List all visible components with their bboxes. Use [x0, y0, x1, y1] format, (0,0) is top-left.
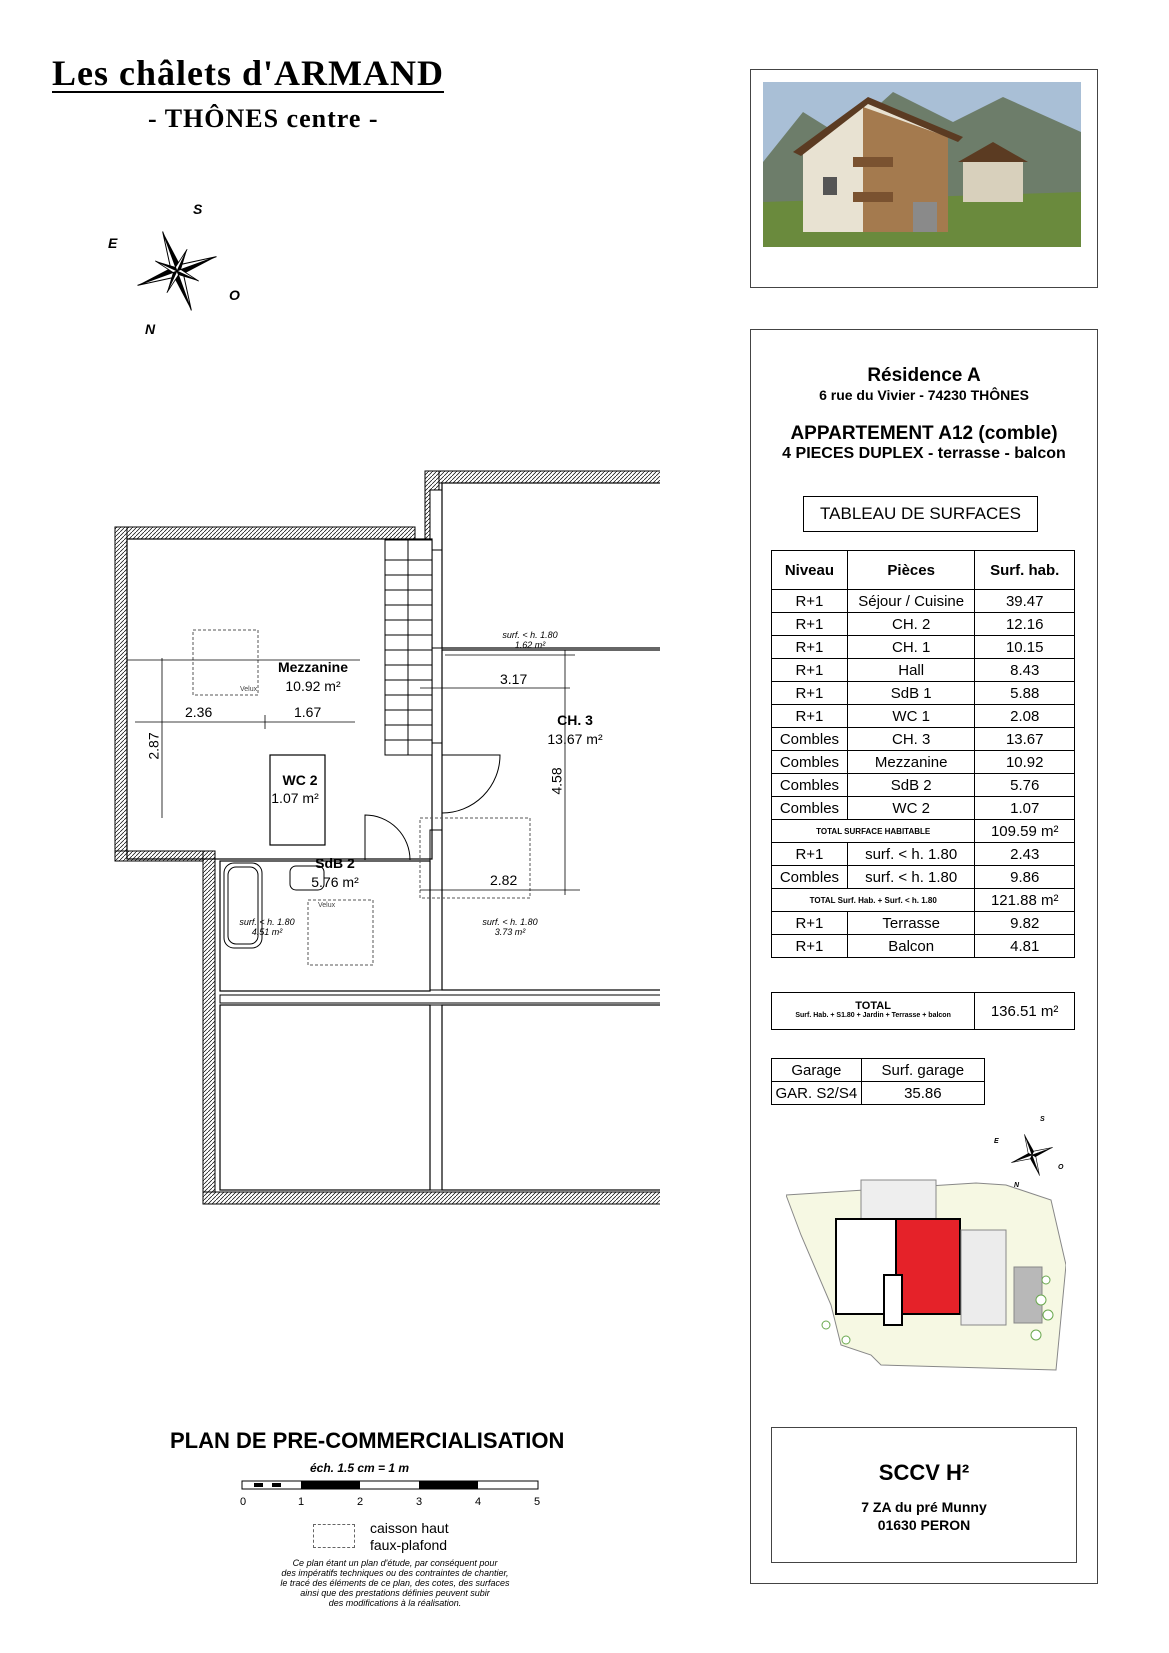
cell-piece: surf. < h. 1.80	[847, 843, 975, 866]
cell-surf: 12.16	[975, 613, 1075, 636]
info-panel	[750, 329, 1098, 1584]
cell-surf: 5.76	[975, 774, 1075, 797]
scale-tick-4: 4	[475, 1496, 482, 1508]
table-row	[772, 843, 1075, 866]
dim-282: 2.82	[490, 872, 518, 888]
legend-line-1: caisson haut	[370, 1520, 449, 1536]
cell-piece: WC 1	[847, 705, 975, 728]
cell-niveau: R+1	[772, 682, 848, 705]
cell-piece: Hall	[847, 659, 975, 682]
table-row	[772, 659, 1075, 682]
table-row	[772, 751, 1075, 774]
table-row	[772, 728, 1075, 751]
small-compass-east: E	[994, 1138, 999, 1145]
garage-header-row	[772, 1059, 985, 1082]
cell-surf: 9.86	[975, 866, 1075, 889]
garage-header: Garage	[772, 1059, 862, 1082]
scale-tick-0: 0	[240, 1496, 247, 1508]
disclaimer-line-4: ainsi que des prestations définies peuvent subir	[300, 1588, 490, 1598]
building-illustration	[763, 82, 1081, 247]
cell-surf: 9.82	[975, 912, 1075, 935]
cell-niveau: Combles	[772, 728, 848, 751]
cell-piece: CH. 3	[847, 728, 975, 751]
cell-surf: 10.15	[975, 636, 1075, 659]
cell-surf: 1.07	[975, 797, 1075, 820]
cell-niveau: R+1	[772, 843, 848, 866]
room-sdb2-area: 5.76 m²	[311, 874, 359, 890]
velux-label-1: Velux	[240, 686, 258, 693]
garage-row	[772, 1082, 985, 1105]
table-row	[772, 912, 1075, 935]
room-mezzanine-area: 10.92 m²	[285, 678, 341, 694]
disclaimer-line-5: des modifications à la réalisation.	[328, 1598, 462, 1608]
cell-piece: SdB 1	[847, 682, 975, 705]
apartment-type: 4 PIECES DUPLEX - terrasse - balcon	[782, 445, 1066, 462]
table-title-box	[803, 496, 1038, 532]
cell-surf: 39.47	[975, 590, 1075, 613]
small-compass-north: N	[1014, 1182, 1020, 1189]
header-pieces: Pièces	[847, 551, 975, 590]
dim-167: 1.67	[294, 704, 322, 720]
table-row	[772, 590, 1075, 613]
small-compass-west: O	[1058, 1164, 1064, 1171]
disclaimer	[250, 1558, 540, 1608]
grand-total-value: 136.51 m²	[975, 993, 1075, 1030]
small-compass-south: S	[1040, 1116, 1045, 1123]
floor-plan	[100, 460, 660, 1240]
surf-note-a-label: surf. < h. 1.80	[502, 630, 558, 640]
apartment-title: APPARTEMENT A12 (comble)	[790, 423, 1058, 444]
surf-note-b-label: surf. < h. 1.80	[239, 917, 295, 927]
scale-tick-3: 3	[416, 1496, 423, 1508]
cell-niveau: R+1	[772, 705, 848, 728]
residence-name: Résidence A	[867, 365, 981, 386]
garage-table	[771, 1058, 985, 1105]
cell-surf: 13.67	[975, 728, 1075, 751]
cell-niveau: R+1	[772, 613, 848, 636]
header-surf: Surf. hab.	[975, 551, 1075, 590]
cell-niveau: R+1	[772, 590, 848, 613]
document-title: Les châlets d'ARMAND	[52, 53, 444, 93]
scale-tick-5: 5	[534, 1496, 541, 1508]
total-hab-value: 109.59 m²	[975, 820, 1075, 843]
table-title: TABLEAU DE SURFACES	[820, 504, 1021, 523]
table-row	[772, 682, 1075, 705]
compass-south-label: S	[193, 201, 203, 217]
compass-rose-icon	[105, 205, 240, 340]
cell-niveau: R+1	[772, 912, 848, 935]
table-row	[772, 613, 1075, 636]
cell-surf: 8.43	[975, 659, 1075, 682]
cell-piece: Séjour / Cuisine	[847, 590, 975, 613]
cell-niveau: Combles	[772, 774, 848, 797]
site-plan-drawing	[786, 1175, 1066, 1375]
legend-line-2: faux-plafond	[370, 1537, 448, 1553]
cell-piece: CH. 2	[847, 613, 975, 636]
cell-niveau: Combles	[772, 797, 848, 820]
cell-surf: 5.88	[975, 682, 1075, 705]
floor-plan-drawing	[100, 460, 660, 1240]
total-hab-s-label: TOTAL Surf. Hab. + Surf. < h. 1.80	[772, 889, 975, 912]
site-plan	[786, 1175, 1066, 1375]
surf-note-c	[455, 917, 565, 937]
room-wc2-area: 1.07 m²	[271, 790, 319, 806]
cell-surf: 2.08	[975, 705, 1075, 728]
cell-surf: 4.81	[975, 935, 1075, 958]
surf-note-b-value: 4.51 m²	[251, 927, 283, 937]
surf-note-a	[475, 630, 585, 650]
dim-287: 2.87	[145, 732, 162, 760]
dim-236: 2.36	[185, 704, 213, 720]
cell-piece: Balcon	[847, 935, 975, 958]
total-hab-row	[772, 820, 1075, 843]
surf-note-c-value: 3.73 m²	[494, 927, 526, 937]
cell-niveau: R+1	[772, 636, 848, 659]
table-row	[772, 935, 1075, 958]
building-photo-frame	[750, 69, 1098, 288]
cell-surf: 10.92	[975, 751, 1075, 774]
cell-piece: SdB 2	[847, 774, 975, 797]
table-row	[772, 774, 1075, 797]
scale-tick-1: 1	[298, 1496, 305, 1508]
cell-niveau: R+1	[772, 659, 848, 682]
cell-niveau: Combles	[772, 866, 848, 889]
total-hab-label: TOTAL SURFACE HABITABLE	[772, 820, 975, 843]
cell-piece: Mezzanine	[847, 751, 975, 774]
table-row	[772, 866, 1075, 889]
grand-total-table	[771, 992, 1075, 1030]
compass-north-label: N	[145, 321, 156, 337]
scale-bar-graphic	[240, 1477, 540, 1497]
dim-458: 4.58	[548, 767, 565, 795]
table-row	[772, 797, 1075, 820]
room-sdb2-name: SdB 2	[315, 855, 355, 871]
room-ch3-area: 13.67 m²	[547, 731, 603, 747]
legend-text	[370, 1520, 449, 1554]
grand-total-label-cell	[772, 993, 975, 1030]
grand-total-row	[772, 993, 1075, 1030]
table-row	[772, 705, 1075, 728]
company-address-1: 7 ZA du pré Munny	[861, 1499, 987, 1515]
cell-piece: Terrasse	[847, 912, 975, 935]
compass-west-label: O	[229, 287, 240, 303]
dim-317: 3.17	[500, 671, 528, 687]
company-name: SCCV H²	[878, 1460, 970, 1485]
room-ch3-name: CH. 3	[557, 712, 593, 728]
total-hab-s-row	[772, 889, 1075, 912]
total-hab-s-value: 121.88 m²	[975, 889, 1075, 912]
grand-total-sub: Surf. Hab. + S1.80 + Jardin + Terrasse + balcon	[795, 1012, 951, 1019]
scale-tick-2: 2	[357, 1496, 364, 1508]
surfaces-table	[771, 550, 1075, 958]
residence-address: 6 rue du Vivier - 74230 THÔNES	[819, 387, 1029, 403]
disclaimer-line-3: le tracé des éléments de ce plan, des cotes, des surfaces	[280, 1578, 510, 1588]
cell-piece: surf. < h. 1.80	[847, 866, 975, 889]
surf-note-a-value: 1.62 m²	[514, 640, 546, 650]
velux-label-2: Velux	[318, 902, 336, 909]
garage-surf: 35.86	[861, 1082, 984, 1105]
document-subtitle: - THÔNES centre -	[148, 104, 379, 133]
table-row	[772, 636, 1075, 659]
legend-swatch	[313, 1524, 355, 1548]
room-wc2-name: WC 2	[282, 772, 318, 788]
company-address-2: 01630 PERON	[877, 1517, 971, 1533]
scale-bar	[240, 1477, 540, 1517]
room-mezzanine-name: Mezzanine	[277, 659, 348, 675]
garage-surf-header: Surf. garage	[861, 1059, 984, 1082]
scale-label: éch. 1.5 cm = 1 m	[310, 1461, 410, 1475]
surf-note-c-label: surf. < h. 1.80	[482, 917, 538, 927]
company-box	[771, 1427, 1077, 1563]
cell-niveau: Combles	[772, 751, 848, 774]
plan-title: PLAN DE PRE-COMMERCIALISATION	[170, 1428, 565, 1453]
surf-note-b	[212, 917, 322, 937]
cell-niveau: R+1	[772, 935, 848, 958]
grand-total-label: TOTAL	[855, 1000, 891, 1012]
disclaimer-line-1: Ce plan étant un plan d'étude, par conséquent pour	[292, 1558, 498, 1568]
disclaimer-line-2: des impératifs techniques ou des contraintes de chantier,	[281, 1568, 509, 1578]
cell-piece: WC 2	[847, 797, 975, 820]
table-header-row	[772, 551, 1075, 590]
garage-name: GAR. S2/S4	[772, 1082, 862, 1105]
compass-east-label: E	[108, 235, 118, 251]
cell-piece: CH. 1	[847, 636, 975, 659]
compass-rose-large	[105, 201, 240, 340]
header-niveau: Niveau	[772, 551, 848, 590]
cell-surf: 2.43	[975, 843, 1075, 866]
